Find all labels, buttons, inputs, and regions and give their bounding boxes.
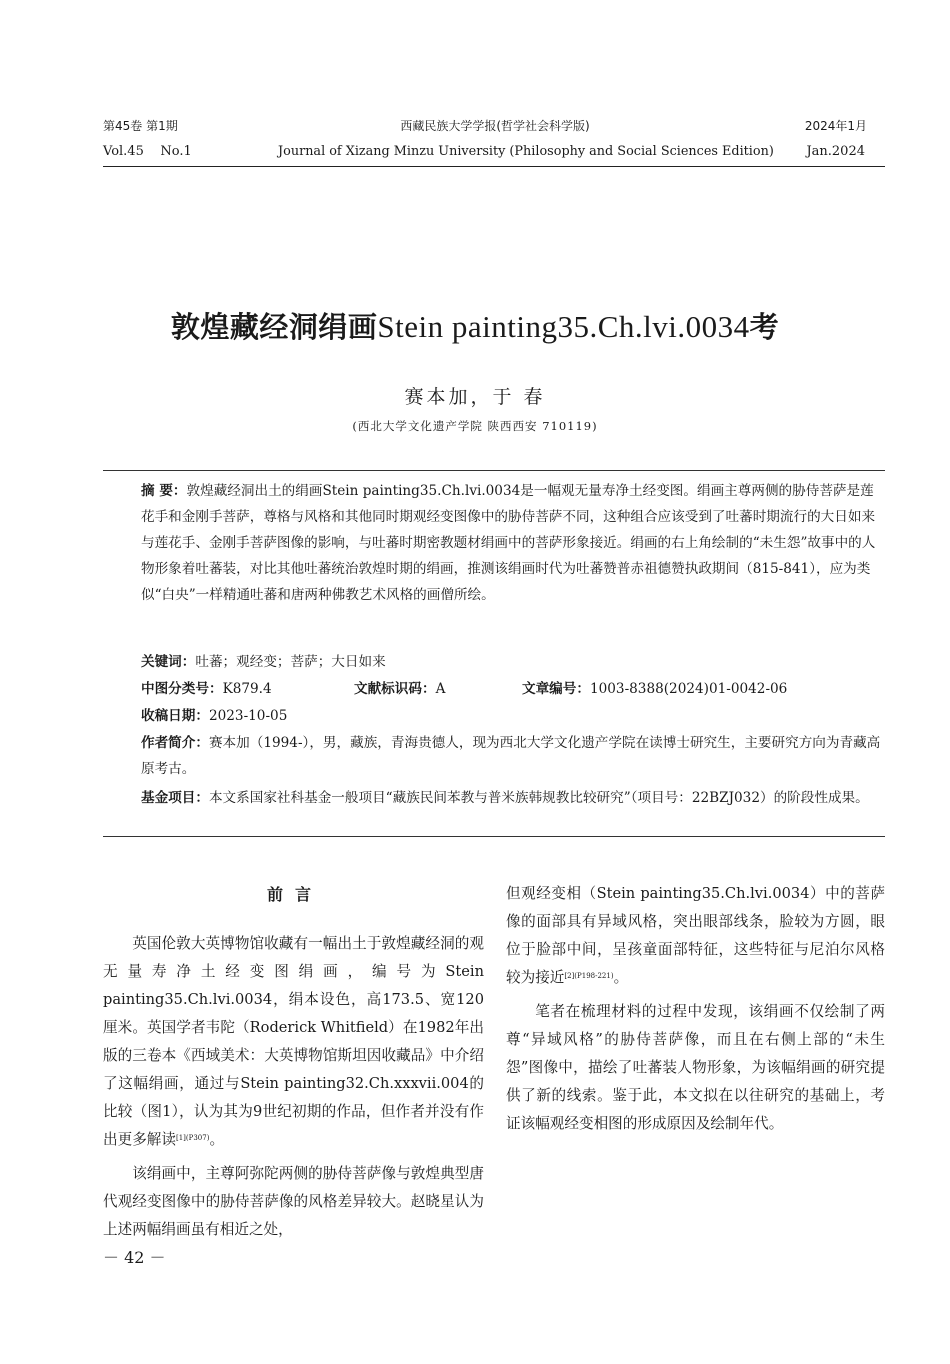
- article-title: [0, 305, 950, 346]
- clc-row: [141, 677, 272, 697]
- doc-code-row: [354, 677, 445, 697]
- fund-label: 基金项目：: [141, 790, 209, 806]
- citation-ref: [2](P198-221): [564, 972, 614, 980]
- doc-code-label: 文献标识码：: [354, 681, 436, 697]
- page-number: － 42 －: [103, 1248, 166, 1267]
- volume-issue-cn: 第45卷 第1期: [103, 119, 178, 133]
- right-column: [506, 880, 885, 1138]
- fund-text: 本文系国家社科基金一般项目“藏族民间苯教与普米族韩规教比较研究”（项目号：22BZJ032）的阶段性成果。: [208, 790, 869, 806]
- right-para-2: 笔者在梳理材料的过程中发现，该绢画不仅绘制了两尊“异域风格”的胁侍菩萨像，而且在右侧上部的“未生怨”图像中，描绘了吐蕃装人物形象，为该幅绢画的研究提供了新的线索。鉴于此，本文拟在以往研究的基础上，考证该幅观经变相图的形成原因及绘制年代。: [506, 1003, 885, 1132]
- left-para-1: 英国伦敦大英博物馆收藏有一幅出土于敦煌藏经洞的观无量寿净土经变图绢画，编号为Stein painting35.Ch.lvi.0034，绢本设色，高173.5、宽120厘米。英国学者韦陀（Roderick Whitfield）在1982年出版的三卷本《西域美术：大英博物馆斯坦因收藏品》中介绍了这幅绢画，通过与Stein painting32.Ch.xxxvii.004的比较（图1），认为其为9世纪初期的作品，但作者并没有作出更多解读: [103, 935, 484, 1148]
- article-number-value: 1003-8388(2024)01-0042-06: [589, 681, 788, 697]
- received-label: 收稿日期：: [141, 708, 209, 724]
- keywords-row: [141, 650, 386, 670]
- author-bio: [103, 730, 885, 782]
- paragraph: [506, 880, 885, 992]
- doc-code-value: A: [435, 681, 446, 697]
- right-para-1-end: 。: [613, 969, 629, 986]
- citation-ref: [1](P307): [175, 1134, 210, 1142]
- title-cn-suffix: 考: [749, 310, 780, 344]
- header-rule: [103, 166, 885, 167]
- keywords-text: 吐蕃；观经变；菩萨；大日如来: [195, 654, 386, 670]
- author-bio-text: 赛本加（1994-），男，藏族，青海贵德人，现为西北大学文化遗产学院在读博士研究生，主要研究方向为青藏高原考古。: [141, 735, 881, 777]
- abstract-label: 摘 要：: [141, 483, 187, 499]
- date-en: Jan.2024: [806, 144, 865, 159]
- authors: 赛本加，于 春: [404, 386, 546, 408]
- received-date: 2023-10-05: [208, 708, 288, 724]
- title-cn-prefix: 敦煌藏经洞绢画: [170, 310, 378, 344]
- affiliation: (西北大学文化遗产学院 陕西西安 710119): [352, 419, 598, 433]
- keywords-label: 关键词：: [141, 654, 196, 670]
- section-title-preface: 前言: [266, 885, 323, 904]
- journal-name-en: Journal of Xizang Minzu University (Philosophy and Social Sciences Edition): [278, 144, 774, 159]
- left-column: [103, 930, 484, 1244]
- article-number-row: [522, 677, 787, 697]
- received-row: [141, 704, 287, 724]
- clc-value: K879.4: [222, 681, 272, 697]
- abstract: [103, 478, 885, 608]
- title-latin: Stein painting35.Ch.lvi.0034: [377, 309, 750, 344]
- right-para-1: 但观经变相（Stein painting35.Ch.lvi.0034）中的菩萨像的面部具有异域风格，突出眼部线条，脸较为方圆，眼位于脸部中间，呈孩童面部特征，这些特征与尼泊尔风格较为接近: [506, 885, 885, 986]
- article-number-label: 文章编号：: [522, 681, 590, 697]
- journal-name-cn: 西藏民族大学学报(哲学社会科学版): [400, 119, 590, 133]
- abstract-bottom-rule: [103, 836, 885, 837]
- abstract-text: 敦煌藏经洞出土的绢画Stein painting35.Ch.lvi.0034是一幅观无量寿净土经变图。绢画主尊两侧的胁侍菩萨是莲花手和金刚手菩萨，尊格与风格和其他同时期观经变图像中的胁侍菩萨不同，这种组合应该受到了吐蕃时期流行的大日如来与莲花手、金刚手菩萨图像的影响，与吐蕃时期密教题材绢画中的菩萨形象接近。绢画的右上角绘制的“未生怨”故事中的人物形象着吐蕃装，对比其他吐蕃统治敦煌时期的绢画，推测该绢画时代为吐蕃赞普赤祖德赞执政期间（815-841），应为类似“白央”一样精通吐蕃和唐两种佛教艺术风格的画僧所绘。: [141, 483, 876, 603]
- volume-issue-en: Vol.45 No.1: [103, 144, 192, 159]
- left-para-1-end: 。: [209, 1131, 225, 1148]
- date-cn: 2024年1月: [804, 119, 867, 133]
- fund-info: [103, 785, 885, 811]
- left-para-2: 该绢画中，主尊阿弥陀两侧的胁侍菩萨像与敦煌典型唐代观经变图像中的胁侍菩萨像的风格差异较大。赵晓星认为上述两幅绢画虽有相近之处，: [103, 1165, 484, 1238]
- clc-label: 中图分类号：: [141, 681, 223, 697]
- author-bio-label: 作者简介：: [141, 735, 209, 751]
- abstract-top-rule: [103, 470, 885, 471]
- paragraph: [103, 930, 484, 1154]
